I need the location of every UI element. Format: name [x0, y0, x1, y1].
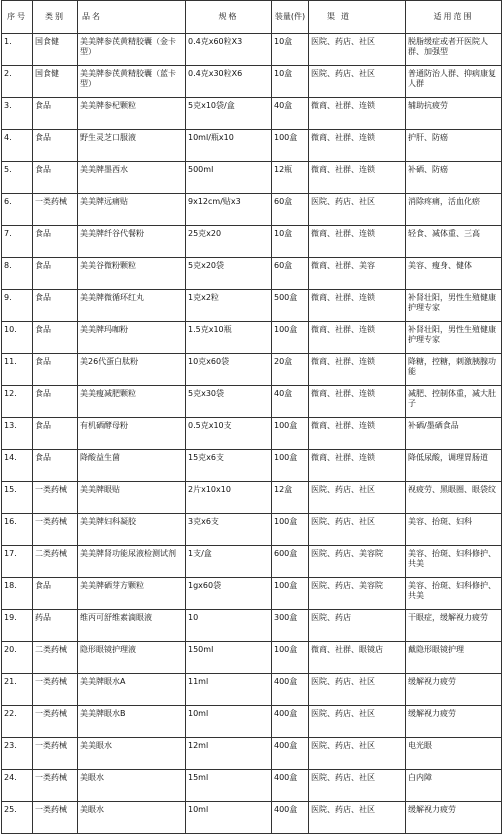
cell-no: 13. [2, 418, 33, 450]
cell-no: 25. [2, 802, 33, 834]
cell-channel: 医院、药店、社区 [309, 514, 406, 546]
cell-product-name: 美美牌妇科凝胶 [78, 514, 186, 546]
cell-scope: 缓解视力疲劳 [406, 802, 502, 834]
cell-product-name: 美美牌肾功能尿液检测试剂 [78, 546, 186, 578]
cell-quantity: 100盒 [272, 322, 309, 354]
cell-category: 药品 [33, 610, 78, 642]
cell-category: 一类药械 [33, 674, 78, 706]
cell-category: 食品 [33, 226, 78, 258]
cell-quantity: 20盒 [272, 354, 309, 386]
cell-channel: 微商、社群、连锁 [309, 162, 406, 194]
cell-quantity: 100盒 [272, 514, 309, 546]
cell-no: 17. [2, 546, 33, 578]
cell-channel: 医院、药店、社区 [309, 706, 406, 738]
cell-product-name: 美美牌玛咖粉 [78, 322, 186, 354]
cell-scope: 补肾壮阳，男性生殖健康护理专家 [406, 322, 502, 354]
cell-category: 一类药械 [33, 802, 78, 834]
cell-spec: 5克x10袋/盒 [186, 98, 272, 130]
cell-spec: 1.5克x10瓶 [186, 322, 272, 354]
cell-product-name: 隐形眼镜护理液 [78, 642, 186, 674]
table-row [2, 738, 502, 770]
cell-product-name: 美美牌参芪黄精胶囊（金卡型） [78, 34, 186, 66]
cell-no: 22. [2, 706, 33, 738]
cell-product-name: 美26代蛋白肽粉 [78, 354, 186, 386]
cell-scope: 电光眼 [406, 738, 502, 770]
cell-scope: 辅助抗疲劳 [406, 98, 502, 130]
cell-channel: 微商、社群、连锁 [309, 386, 406, 418]
cell-spec: 10ml [186, 706, 272, 738]
cell-product-name: 美美眼水 [78, 738, 186, 770]
cell-quantity: 12盒 [272, 482, 309, 514]
cell-scope: 减肥、控制体重，减大肚子 [406, 386, 502, 418]
cell-channel: 微商、社群、连锁 [309, 354, 406, 386]
cell-quantity: 100盒 [272, 642, 309, 674]
table-row [2, 674, 502, 706]
cell-quantity: 10盒 [272, 226, 309, 258]
cell-product-name: 美美牌远痛贴 [78, 194, 186, 226]
cell-category: 一类药械 [33, 194, 78, 226]
table-row [2, 130, 502, 162]
table-row [2, 322, 502, 354]
cell-no: 11. [2, 354, 33, 386]
cell-no: 6. [2, 194, 33, 226]
cell-category: 国食健 [33, 66, 78, 98]
cell-category: 食品 [33, 130, 78, 162]
cell-spec: 2片x10x10 [186, 482, 272, 514]
cell-product-name: 美美牌硒芽方颗粒 [78, 578, 186, 610]
cell-category: 食品 [33, 322, 78, 354]
cell-category: 二类药械 [33, 546, 78, 578]
table-row [2, 162, 502, 194]
table-row [2, 514, 502, 546]
cell-spec: 500ml [186, 162, 272, 194]
table-body [2, 34, 502, 834]
cell-quantity: 400盒 [272, 770, 309, 802]
cell-category: 一类药械 [33, 482, 78, 514]
table-row [2, 418, 502, 450]
cell-category: 食品 [33, 98, 78, 130]
table-row [2, 450, 502, 482]
cell-spec: 25克x20 [186, 226, 272, 258]
cell-no: 3. [2, 98, 33, 130]
cell-quantity: 100盒 [272, 418, 309, 450]
cell-spec: 10 [186, 610, 272, 642]
cell-spec: 9x12cm/贴x3 [186, 194, 272, 226]
cell-quantity: 400盒 [272, 706, 309, 738]
cell-channel: 医院、药店、社区 [309, 34, 406, 66]
cell-quantity: 60盒 [272, 194, 309, 226]
cell-category: 一类药械 [33, 706, 78, 738]
cell-product-name: 有机硒酵母粉 [78, 418, 186, 450]
header-channel: 渠道 [309, 1, 406, 34]
cell-scope: 视疲劳、黑眼圈、眼袋纹 [406, 482, 502, 514]
cell-quantity: 100盒 [272, 578, 309, 610]
cell-product-name: 美美牌眼水B [78, 706, 186, 738]
cell-product-name: 野生灵芝口服液 [78, 130, 186, 162]
cell-spec: 15克x6支 [186, 450, 272, 482]
cell-quantity: 500盒 [272, 290, 309, 322]
cell-channel: 医院、药店、美容院 [309, 546, 406, 578]
table-row [2, 610, 502, 642]
cell-scope: 降糖，控糖，刺激胰腺功能 [406, 354, 502, 386]
cell-scope: 美容、抬斑、妇科 [406, 514, 502, 546]
cell-channel: 微商、社群、连锁 [309, 130, 406, 162]
header-product-name: 品名 [78, 1, 186, 34]
header-no: 序号 [2, 1, 33, 34]
cell-spec: 1克x2粒 [186, 290, 272, 322]
cell-channel: 微商、社群、连锁 [309, 450, 406, 482]
cell-quantity: 100盒 [272, 130, 309, 162]
cell-spec: 1gx60袋 [186, 578, 272, 610]
cell-scope: 普通防治人群、抑病康复人群 [406, 66, 502, 98]
cell-no: 14. [2, 450, 33, 482]
cell-product-name: 美美牌微循环红丸 [78, 290, 186, 322]
cell-channel: 医院、药店、社区 [309, 66, 406, 98]
cell-channel: 医院、药店 [309, 610, 406, 642]
cell-quantity: 12瓶 [272, 162, 309, 194]
cell-no: 18. [2, 578, 33, 610]
cell-no: 1. [2, 34, 33, 66]
cell-product-name: 美美牌纤谷代餐粉 [78, 226, 186, 258]
cell-channel: 医院、药店、美容院 [309, 578, 406, 610]
header-spec: 规格 [186, 1, 272, 34]
cell-channel: 微商、社群、连锁 [309, 98, 406, 130]
cell-no: 24. [2, 770, 33, 802]
table-row [2, 258, 502, 290]
cell-no: 10. [2, 322, 33, 354]
product-table [1, 0, 502, 834]
table-row [2, 354, 502, 386]
cell-spec: 3克x6支 [186, 514, 272, 546]
cell-scope: 干眼症，缓解视力疲劳 [406, 610, 502, 642]
cell-spec: 12ml [186, 738, 272, 770]
cell-product-name: 美美牌眼贴 [78, 482, 186, 514]
cell-scope: 消除疼痛，活血化瘀 [406, 194, 502, 226]
cell-channel: 微商、社群、连锁 [309, 322, 406, 354]
cell-quantity: 400盒 [272, 674, 309, 706]
table-row [2, 34, 502, 66]
cell-product-name: 美美牌眼水A [78, 674, 186, 706]
cell-scope: 缓解视力疲劳 [406, 706, 502, 738]
header-quantity: 装量(件) [272, 1, 309, 34]
cell-spec: 0.4克x60粒X3 [186, 34, 272, 66]
cell-product-name: 美美牌参芪黄精胶囊（蓝卡型） [78, 66, 186, 98]
table-row [2, 290, 502, 322]
cell-quantity: 400盒 [272, 802, 309, 834]
cell-category: 食品 [33, 386, 78, 418]
cell-category: 食品 [33, 418, 78, 450]
table-row [2, 642, 502, 674]
cell-quantity: 100盒 [272, 450, 309, 482]
cell-channel: 医院、药店、社区 [309, 770, 406, 802]
cell-category: 国食健 [33, 34, 78, 66]
cell-product-name: 美美谷微粉颗粒 [78, 258, 186, 290]
table-row [2, 98, 502, 130]
cell-channel: 微商、社群、连锁 [309, 226, 406, 258]
cell-spec: 5克x20袋 [186, 258, 272, 290]
header-scope: 适用范围 [406, 1, 502, 34]
cell-scope: 缓解视力疲劳 [406, 674, 502, 706]
table-row [2, 66, 502, 98]
table-row [2, 770, 502, 802]
cell-no: 7. [2, 226, 33, 258]
cell-product-name: 美美牌参杞颗粒 [78, 98, 186, 130]
cell-quantity: 600盒 [272, 546, 309, 578]
table-row [2, 226, 502, 258]
table-row [2, 194, 502, 226]
cell-category: 食品 [33, 258, 78, 290]
cell-spec: 1支/盒 [186, 546, 272, 578]
cell-scope: 美容、抬斑、妇科修护、共美 [406, 578, 502, 610]
cell-quantity: 400盒 [272, 738, 309, 770]
cell-no: 4. [2, 130, 33, 162]
cell-quantity: 10盒 [272, 34, 309, 66]
cell-spec: 15ml [186, 770, 272, 802]
cell-category: 一类药械 [33, 514, 78, 546]
table-row [2, 802, 502, 834]
cell-quantity: 300盒 [272, 610, 309, 642]
cell-product-name: 美眼水 [78, 802, 186, 834]
cell-spec: 11ml [186, 674, 272, 706]
cell-quantity: 10盒 [272, 66, 309, 98]
cell-channel: 医院、药店、社区 [309, 738, 406, 770]
cell-scope: 脱脂缓症或者开医院人群、加强型 [406, 34, 502, 66]
cell-no: 15. [2, 482, 33, 514]
cell-no: 23. [2, 738, 33, 770]
cell-channel: 微商、社群、连锁 [309, 418, 406, 450]
cell-no: 5. [2, 162, 33, 194]
cell-channel: 微商、社群、美容 [309, 258, 406, 290]
cell-product-name: 降酸益生菌 [78, 450, 186, 482]
cell-spec: 10ml/瓶x10 [186, 130, 272, 162]
cell-category: 食品 [33, 354, 78, 386]
cell-quantity: 40盒 [272, 386, 309, 418]
cell-product-name: 美美瘦减肥颗粒 [78, 386, 186, 418]
table-row [2, 706, 502, 738]
cell-no: 20. [2, 642, 33, 674]
cell-category: 二类药械 [33, 642, 78, 674]
cell-scope: 白内障 [406, 770, 502, 802]
cell-channel: 微商、社群、连锁 [309, 290, 406, 322]
cell-scope: 补硒、防癌 [406, 162, 502, 194]
cell-scope: 降低尿酸，调理胃肠道 [406, 450, 502, 482]
cell-scope: 美容、瘦身、健体 [406, 258, 502, 290]
cell-scope: 补硒/墨硒食品 [406, 418, 502, 450]
cell-scope: 戴隐形眼镜护理 [406, 642, 502, 674]
cell-channel: 医院、药店、社区 [309, 802, 406, 834]
cell-quantity: 60盒 [272, 258, 309, 290]
cell-product-name: 美眼水 [78, 770, 186, 802]
cell-spec: 150ml [186, 642, 272, 674]
cell-category: 食品 [33, 578, 78, 610]
cell-product-name: 维丙可舒维素滴眼液 [78, 610, 186, 642]
cell-spec: 0.4克x30粒X6 [186, 66, 272, 98]
cell-spec: 10ml [186, 802, 272, 834]
cell-spec: 5克x30袋 [186, 386, 272, 418]
cell-no: 9. [2, 290, 33, 322]
table-row [2, 386, 502, 418]
cell-channel: 医院、药店、社区 [309, 482, 406, 514]
header-category: 类别 [33, 1, 78, 34]
header-row [2, 1, 502, 34]
cell-no: 2. [2, 66, 33, 98]
cell-scope: 轻食、减体重、三高 [406, 226, 502, 258]
cell-category: 一类药械 [33, 738, 78, 770]
cell-scope: 补肾壮阳，男性生殖健康护理专家 [406, 290, 502, 322]
cell-no: 12. [2, 386, 33, 418]
table-row [2, 578, 502, 610]
cell-spec: 10克x60袋 [186, 354, 272, 386]
cell-no: 21. [2, 674, 33, 706]
cell-quantity: 40盒 [272, 98, 309, 130]
cell-channel: 微商、社群、眼镜店 [309, 642, 406, 674]
cell-channel: 医院、药店、社区 [309, 674, 406, 706]
cell-no: 16. [2, 514, 33, 546]
cell-channel: 医院、药店、社区 [309, 194, 406, 226]
cell-spec: 0.5克x10支 [186, 418, 272, 450]
table-row [2, 546, 502, 578]
cell-category: 食品 [33, 162, 78, 194]
cell-scope: 护肝、防癌 [406, 130, 502, 162]
cell-category: 一类药械 [33, 770, 78, 802]
cell-product-name: 美美牌墨西水 [78, 162, 186, 194]
cell-category: 食品 [33, 450, 78, 482]
cell-category: 食品 [33, 290, 78, 322]
cell-no: 19. [2, 610, 33, 642]
table-row [2, 482, 502, 514]
cell-scope: 美容、抬斑、妇科修护、共美 [406, 546, 502, 578]
cell-no: 8. [2, 258, 33, 290]
